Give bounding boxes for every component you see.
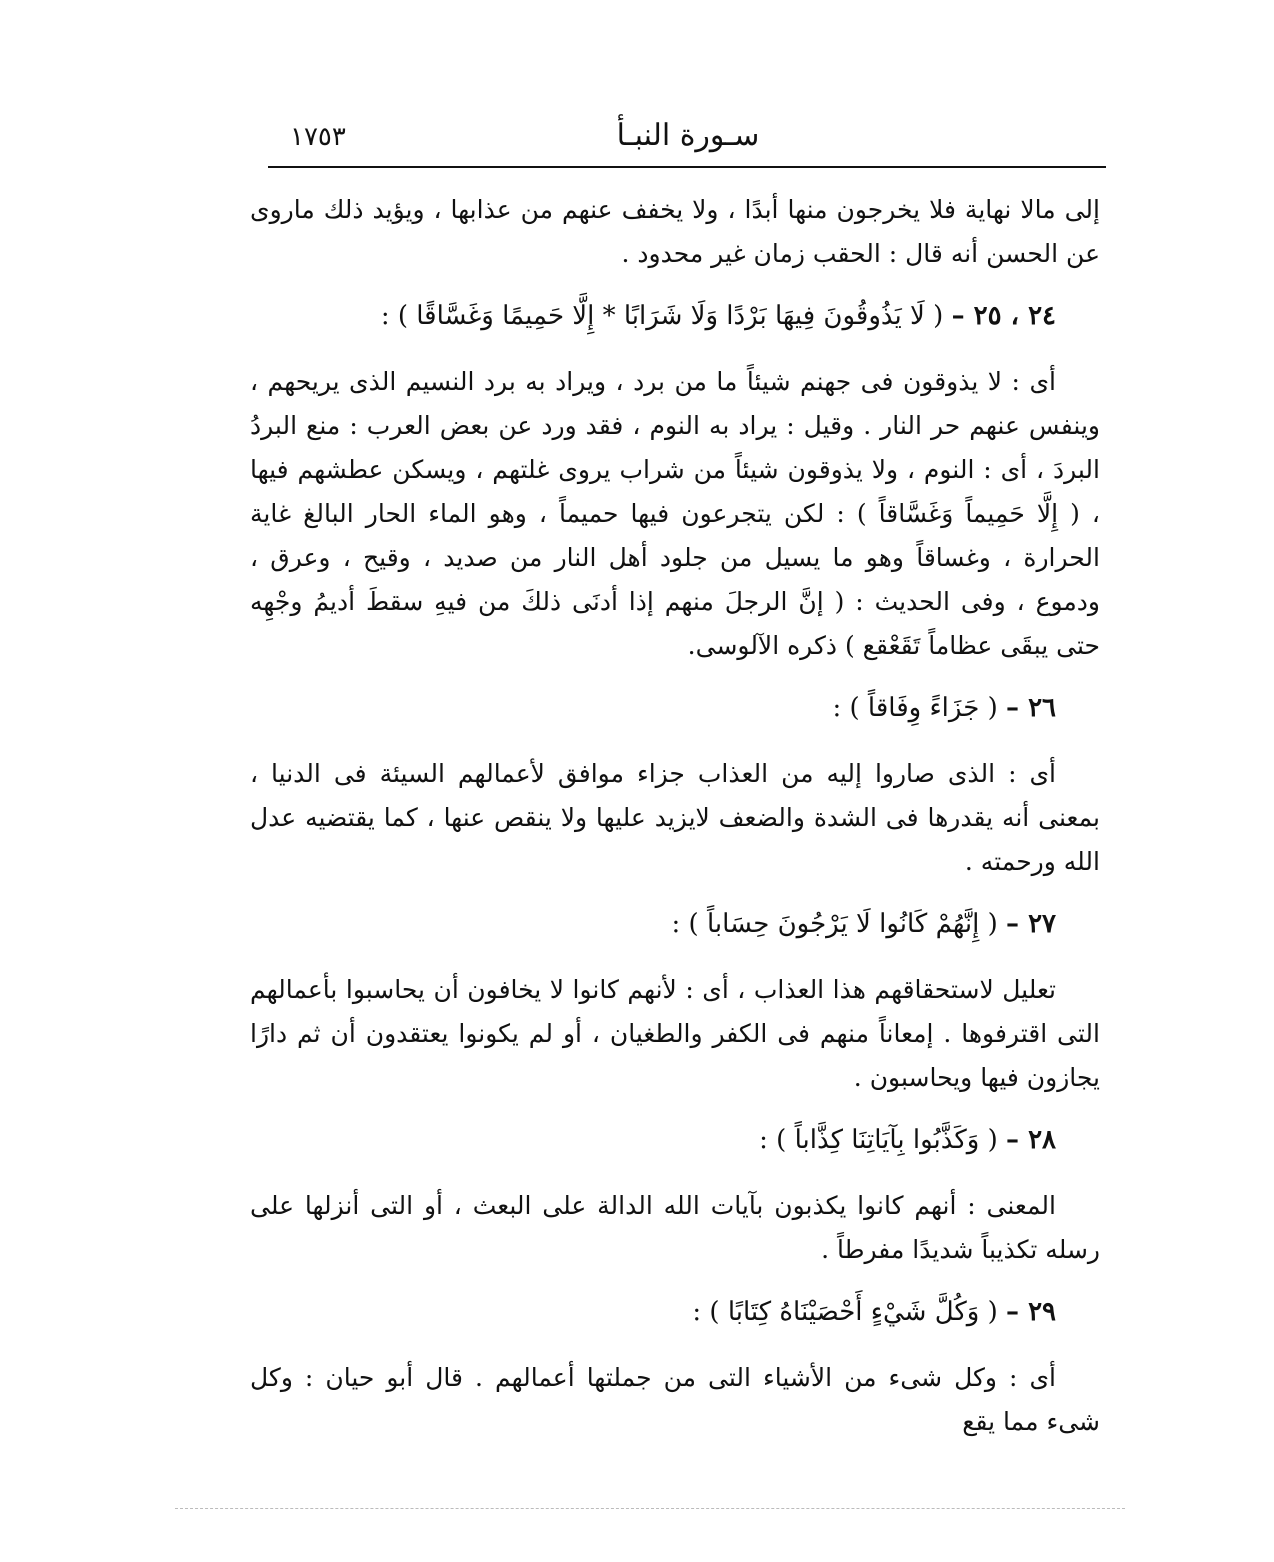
verse-number: ٢٩ – bbox=[1006, 1297, 1056, 1327]
verse-text: ( وَكَذَّبُوا بِآيَاتِنَا كِذَّاباً ) : bbox=[759, 1125, 998, 1155]
page-bottom-edge bbox=[175, 1508, 1125, 1509]
commentary-28: المعنى : أنهم كانوا يكذبون بآيات الله الدالة على البعث ، أو التى أنزلها على رسله تكذيباً شديدًا مفرطاً . bbox=[250, 1191, 1100, 1264]
verse-heading-27 bbox=[250, 902, 1100, 946]
tafsir-text bbox=[250, 188, 1100, 1460]
verse-text: ( لَا يَذُوقُونَ فِيهَا بَرْدًا وَلَا شَرَابًا * إِلَّا حَمِيمًا وَغَسَّاقًا ) : bbox=[380, 301, 944, 331]
running-header bbox=[268, 112, 1108, 164]
commentary-27: تعليل لاستحقاقهم هذا العذاب ، أى : لأنهم كانوا لا يخافون أن يحاسبوا بأعمالهم التى اقترفوها . إمعاناً منهم فى الكفر والطغيان ، أو لم يكونوا يعتقدون أن ثم دارًا يجازون فيها ويحاسبون . bbox=[250, 975, 1100, 1092]
verse-text: ( جَزَاءً وِفَاقاً ) : bbox=[832, 693, 998, 723]
surah-title: سـورة النبـأ bbox=[616, 118, 760, 153]
verse-number: ٢٧ – bbox=[1006, 909, 1056, 939]
verse-heading-24-25 bbox=[250, 294, 1100, 338]
page-number: ١٧٥٣ bbox=[290, 122, 346, 152]
verse-heading-29 bbox=[250, 1290, 1100, 1334]
commentary-24-25: أى : لا يذوقون فى جهنم شيئاً ما من برد ، ويراد به برد النسيم الذى يريحهم ، وينفس عنهم حر النار . وقيل : يراد به النوم ، فقد ورد عن بعض العرب : منع البردُ البردَ ، أى : النوم ، ولا يذوقون شيئاً من شراب يروى غلتهم ، ويسكن عطشهم فيها ، ( إِلَّا حَمِيماً وَغَسَّاقاً ) : لكن يتجرعون فيها حميماً ، وهو الماء الحار البالغ غاية الحرارة ، وغساقاً وهو ما يسيل من جلود أهل النار من صديد ، وقيح ، وعرق ، ودموع ، وفى الحديث : ( إنَّ الرجلَ منهم إذا أدنَى ذلكَ من فيهِ سقطَ أديمُ وجْهِه حتى يبقَى عظاماً تَقَعْقع ) ذكره الآلوسى. bbox=[250, 367, 1100, 660]
verse-number: ٢٦ – bbox=[1006, 693, 1056, 723]
verse-number: ٢٤ ، ٢٥ – bbox=[951, 301, 1056, 331]
header-divider bbox=[268, 166, 1106, 168]
verse-text: ( إِنَّهُمْ كَانُوا لَا يَرْجُونَ حِسَاباً ) : bbox=[671, 909, 998, 939]
verse-text: ( وَكُلَّ شَيْءٍ أَحْصَيْنَاهُ كِتَابًا ) : bbox=[692, 1297, 998, 1327]
verse-heading-26 bbox=[250, 686, 1100, 730]
commentary-26: أى : الذى صاروا إليه من العذاب جزاء موافق لأعمالهم السيئة فى الدنيا ، بمعنى أنه يقدرها فى الشدة والضعف لايزيد عليها ولا ينقص عنها ، كما يقتضيه عدل الله ورحمته . bbox=[250, 759, 1100, 876]
verse-number: ٢٨ – bbox=[1006, 1125, 1056, 1155]
verse-heading-28 bbox=[250, 1118, 1100, 1162]
commentary-29: أى : وكل شىء من الأشياء التى من جملتها أعمالهم . قال أبو حيان : وكل شىء مما يقع bbox=[250, 1363, 1100, 1436]
paragraph-continuation: إلى مالا نهاية فلا يخرجون منها أبدًا ، ولا يخفف عنهم من عذابها ، ويؤيد ذلك ماروى عن الحسن أنه قال : الحقب زمان غير محدود . bbox=[250, 195, 1100, 268]
